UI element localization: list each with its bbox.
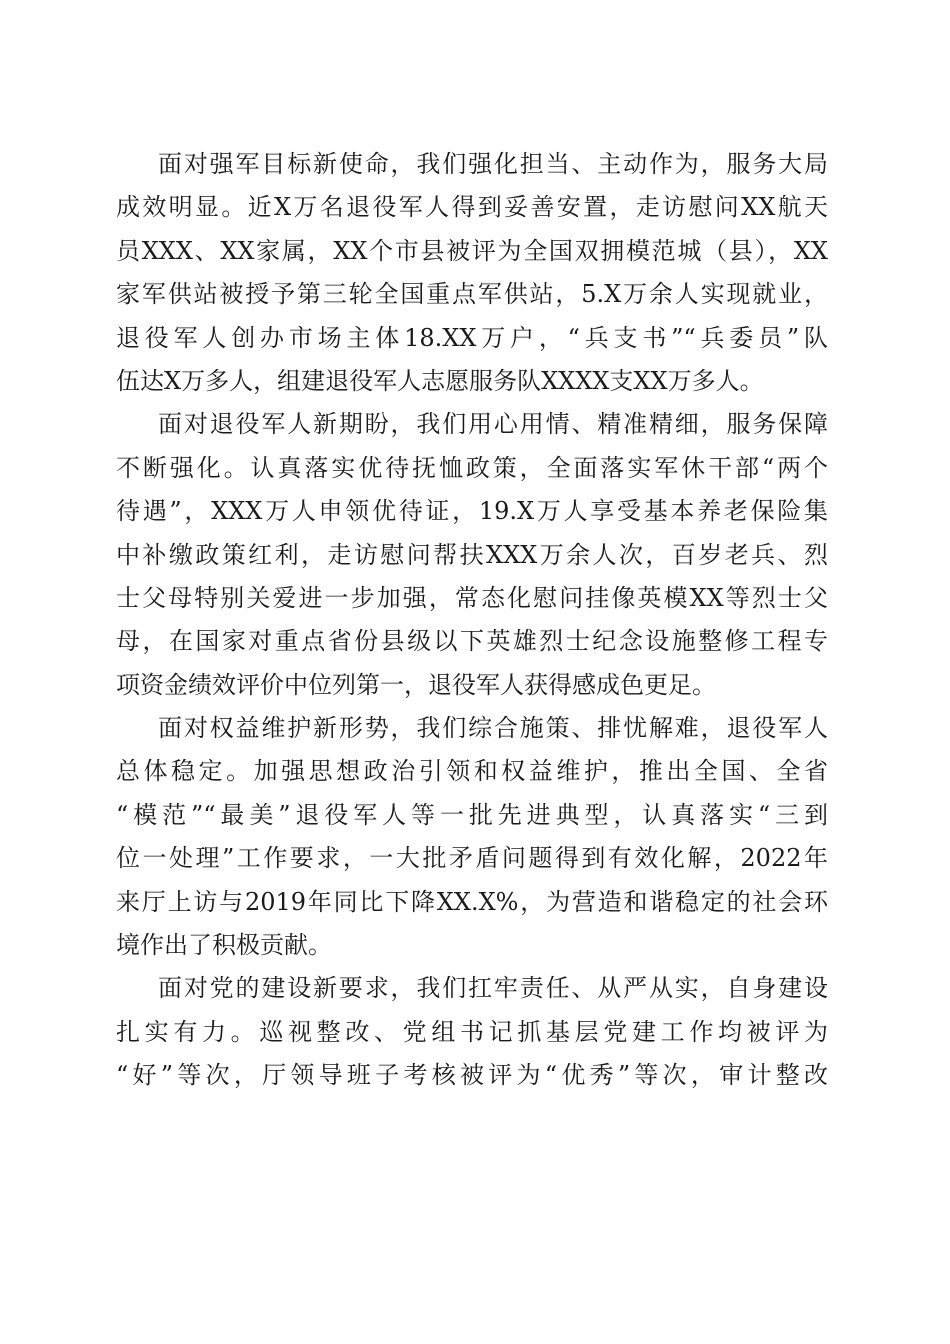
paragraph-4 bbox=[116, 967, 828, 1097]
text-line: 家军供站被授予第三轮全国重点军供站，5.X万余人实现就业， bbox=[116, 280, 828, 309]
text-line: 成效明显。近X万名退役军人得到妥善安置，走访慰问XX航天 bbox=[116, 193, 828, 222]
text-line: 面对党的建设新要求，我们扛牢责任、从严从实，自身建设 bbox=[158, 974, 828, 1003]
text-line: 母，在国家对重点省份县级以下英雄烈士纪念设施整修工程专 bbox=[116, 627, 828, 656]
text-line: “好”等次，厅领导班子考核被评为“优秀”等次，审计整改 bbox=[116, 1061, 828, 1090]
text-line: 不断强化。认真落实优待抚恤政策，全面落实军休干部“两个 bbox=[116, 453, 828, 482]
text-line: 伍达X万多人，组建退役军人志愿服务队XXXX支XX万多人。 bbox=[116, 366, 764, 395]
text-line: 面对强军目标新使命，我们强化担当、主动作为，服务大局 bbox=[158, 150, 828, 178]
text-line: 待遇”，XXX万人申领优待证，19.X万人享受基本养老保险集 bbox=[116, 497, 828, 526]
text-line: 扎实有力。巡视整改、党组书记抓基层党建工作均被评为 bbox=[116, 1017, 828, 1046]
document-body bbox=[116, 143, 828, 1098]
text-line: 员XXX、XX家属，XX个市县被评为全国双拥模范城（县），XX bbox=[116, 236, 828, 265]
paragraph-2 bbox=[116, 403, 828, 707]
paragraph-1 bbox=[116, 143, 828, 403]
text-line: 退役军人创办市场主体18.XX万户，“兵支书”“兵委员”队 bbox=[116, 323, 828, 352]
text-line: 来厅上访与2019年同比下降XX.X%，为营造和谐稳定的社会环 bbox=[116, 887, 828, 916]
text-line: 总体稳定。加强思想政治引领和权益维护，推出全国、全省 bbox=[116, 757, 828, 786]
text-line: 项资金绩效评价中位列第一，退役军人获得感成色更足。 bbox=[116, 670, 716, 699]
text-line: 位一处理”工作要求，一大批矛盾问题得到有效化解，2022年 bbox=[116, 844, 828, 873]
text-line: 境作出了积极贡献。 bbox=[116, 931, 332, 960]
paragraph-3 bbox=[116, 707, 828, 967]
text-line: “模范”“最美”退役军人等一批先进典型，认真落实“三到 bbox=[116, 800, 828, 829]
text-line: 面对权益维护新形势，我们综合施策、排忧解难，退役军人 bbox=[158, 714, 828, 743]
text-line: 面对退役军人新期盼，我们用心用情、精准精细，服务保障 bbox=[158, 410, 828, 439]
text-line: 士父母特别关爱进一步加强，常态化慰问挂像英模XX等烈士父 bbox=[116, 583, 828, 612]
text-line: 中补缴政策红利，走访慰问帮扶XXX万余人次，百岁老兵、烈 bbox=[116, 540, 828, 569]
